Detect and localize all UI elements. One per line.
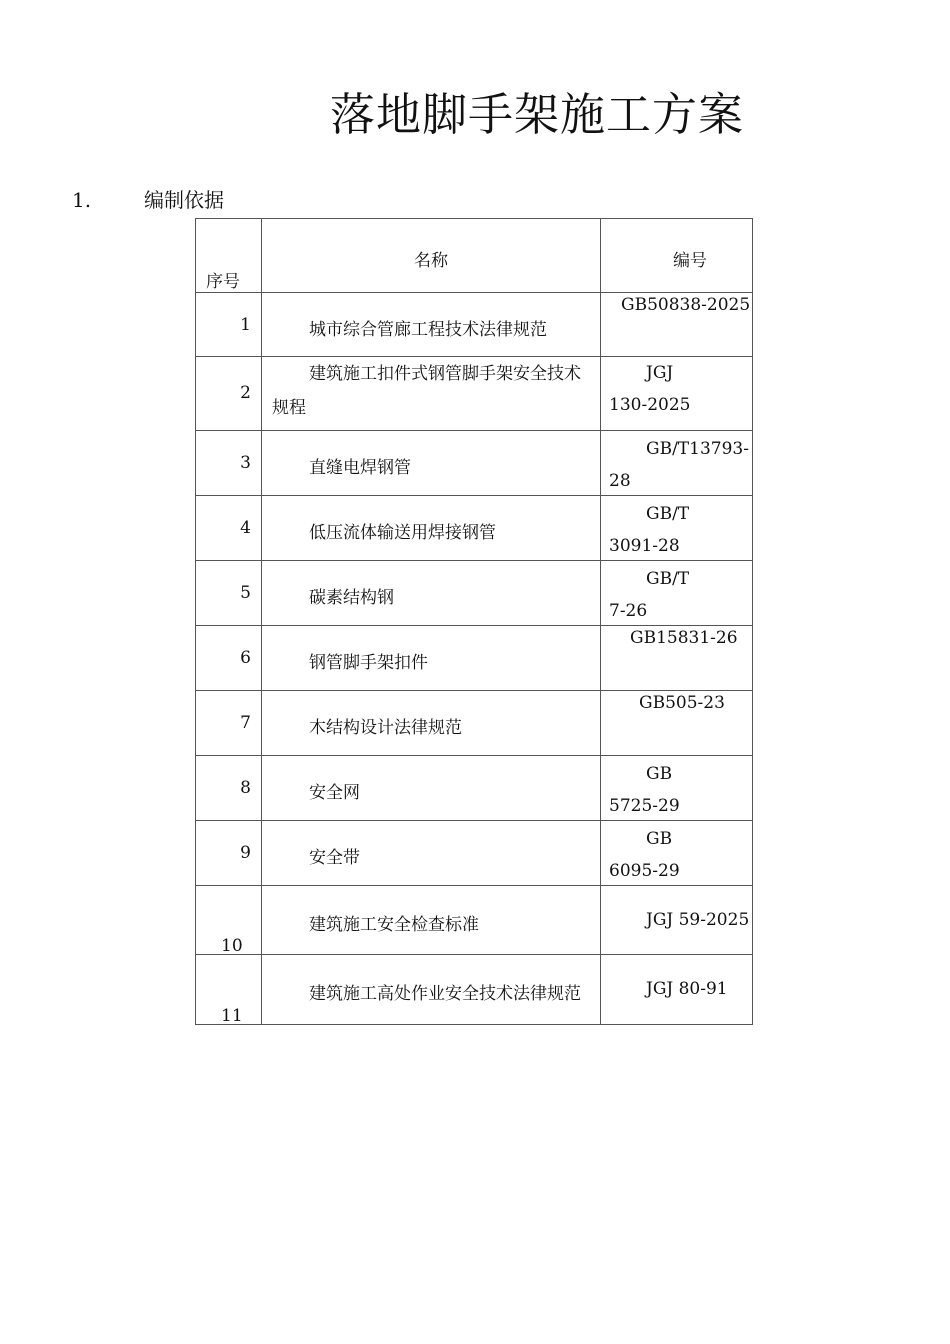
header-cell-seq: [196, 219, 262, 293]
row-seq: 2: [240, 383, 251, 403]
table-row: [196, 756, 753, 821]
table-row: [196, 691, 753, 756]
row-seq: 10: [221, 936, 243, 956]
section-title: 编制依据: [144, 188, 224, 212]
table-row: [196, 561, 753, 626]
row-code: GB/T13793- 28: [609, 439, 749, 491]
row-code: GB 5725-29: [609, 764, 680, 816]
row-code: JGJ 80-91: [646, 979, 728, 999]
row-seq: 5: [240, 583, 251, 603]
standards-table: [195, 218, 753, 1025]
header-code: 编号: [673, 251, 707, 271]
header-seq: 序号: [206, 272, 240, 292]
row-seq: 4: [240, 518, 251, 538]
table-row: [196, 431, 753, 496]
row-code: GB505-23: [639, 693, 725, 713]
section-heading: [72, 184, 224, 213]
document-title: 落地脚手架施工方案: [330, 88, 745, 141]
row-name: 建筑施工高处作业安全技术法律规范: [309, 984, 581, 1004]
table-row: [196, 886, 753, 955]
row-name: 建筑施工安全检查标准: [309, 915, 479, 935]
table-header-row: [196, 219, 753, 293]
row-seq: 6: [240, 648, 251, 668]
table-row: [196, 357, 753, 431]
table-row: [196, 955, 753, 1025]
section-number: 1.: [72, 188, 92, 212]
row-code: GB50838-2025: [621, 295, 751, 315]
row-seq: 9: [240, 843, 251, 863]
table-row: [196, 496, 753, 561]
row-code: GB15831-26: [630, 628, 738, 648]
row-name: 钢管脚手架扣件: [309, 653, 428, 673]
row-code: GB 6095-29: [609, 829, 680, 881]
row-name: 低压流体输送用焊接钢管: [309, 523, 496, 543]
row-name: 直缝电焊钢管: [309, 458, 411, 478]
row-seq: 3: [240, 453, 251, 473]
row-name: 碳素结构钢: [309, 588, 394, 608]
row-code: GB/T 3091-28: [609, 504, 690, 556]
table-row: [196, 293, 753, 357]
row-seq: 11: [221, 1006, 243, 1026]
row-name: 安全带: [309, 848, 360, 868]
row-name: 建筑施工扣件式钢管脚手架安全技术规程: [272, 364, 581, 418]
header-name: 名称: [414, 251, 448, 271]
row-code: GB/T 7-26: [609, 569, 690, 621]
table-row: [196, 821, 753, 886]
header-cell-code: [601, 219, 753, 293]
row-seq: 7: [240, 713, 251, 733]
row-seq: 8: [240, 778, 251, 798]
row-code: JGJ 59-2025: [646, 910, 750, 930]
row-name: 城市综合管廊工程技术法律规范: [309, 320, 547, 340]
row-code: JGJ 130-2025: [609, 363, 691, 415]
row-name: 安全网: [309, 783, 360, 803]
row-seq: 1: [240, 315, 251, 335]
row-name: 木结构设计法律规范: [309, 718, 462, 738]
header-cell-name: [262, 219, 601, 293]
table-row: [196, 626, 753, 691]
